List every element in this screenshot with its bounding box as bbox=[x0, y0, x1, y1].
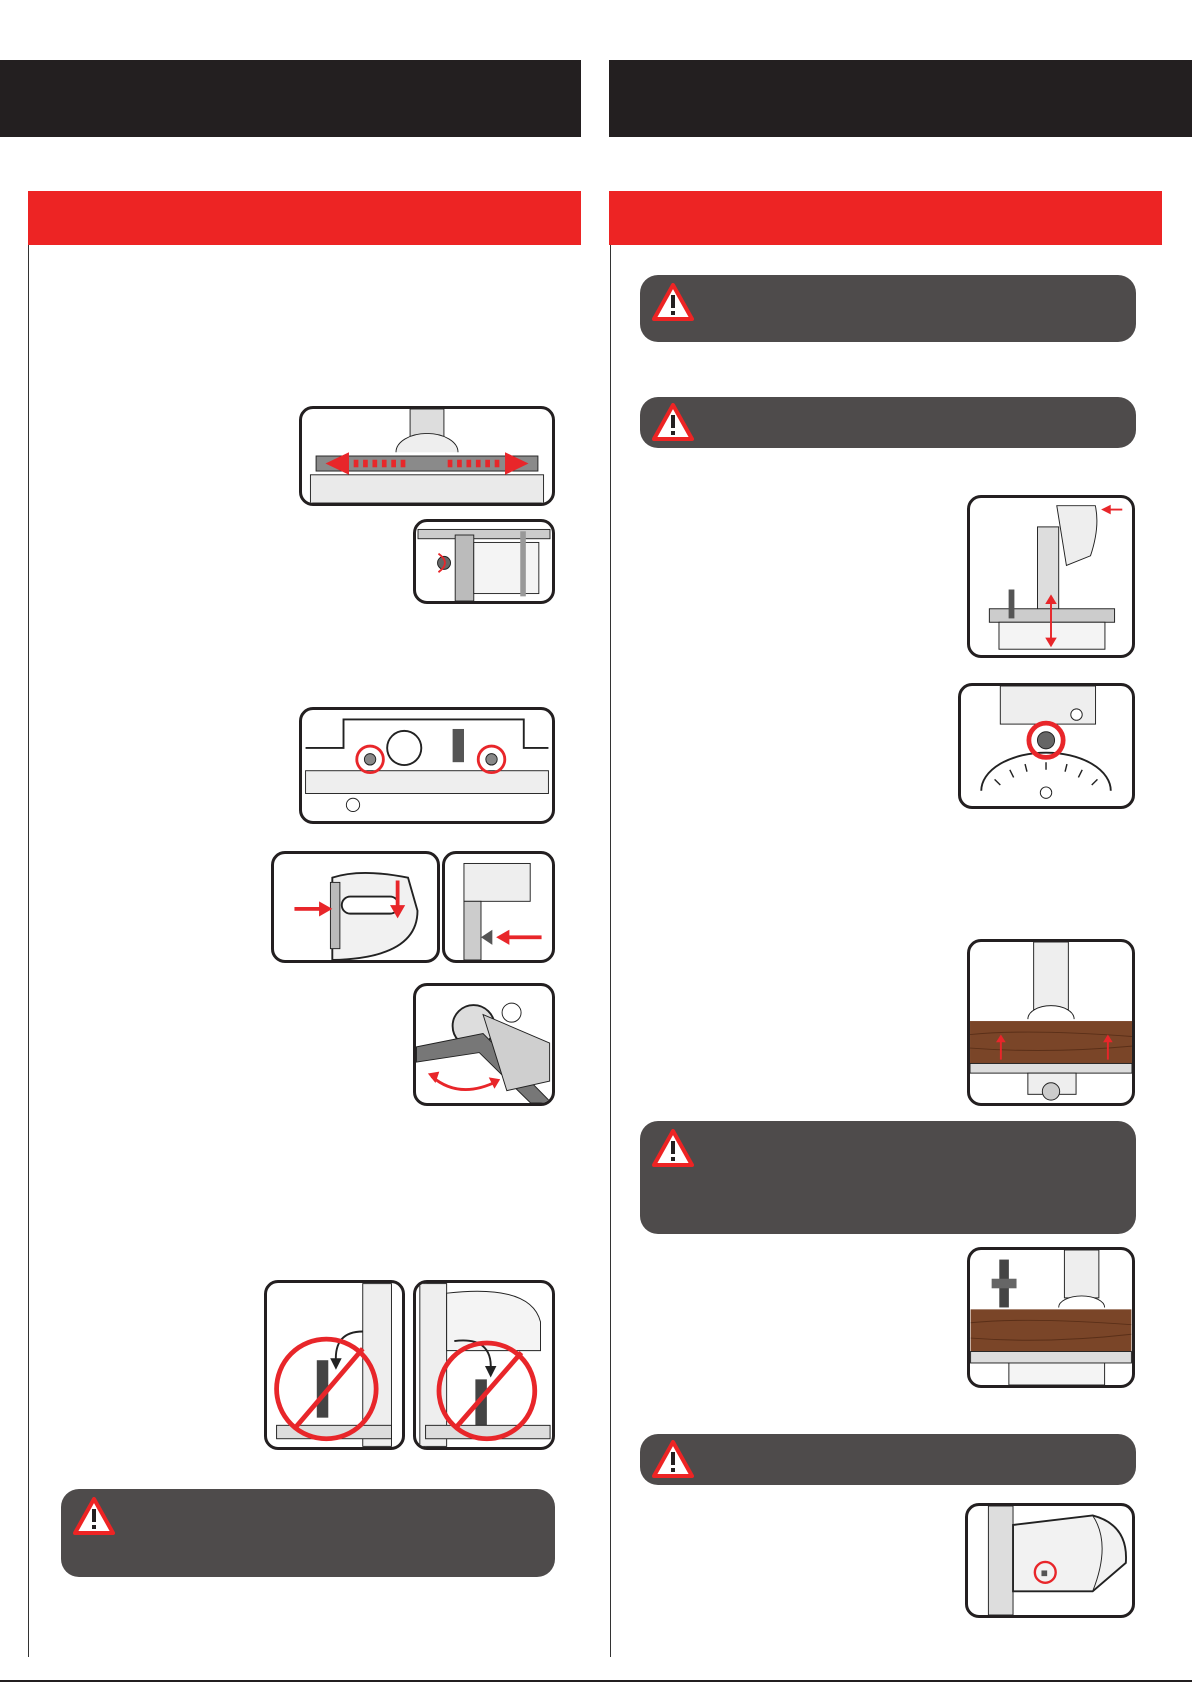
figure-fence-slide bbox=[299, 406, 555, 506]
warning-triangle-icon bbox=[652, 1129, 694, 1167]
figure-prohibited-right bbox=[413, 1280, 555, 1450]
figure-workpiece-on-table bbox=[967, 939, 1135, 1106]
figure-lock-knob bbox=[413, 519, 555, 604]
figure-saw-front-view bbox=[967, 495, 1135, 658]
figure-prohibited-left bbox=[264, 1280, 405, 1450]
left-column-rule bbox=[28, 245, 29, 1657]
figure-mounting-bolts bbox=[299, 707, 555, 824]
warning-box-right-2 bbox=[640, 397, 1136, 448]
left-section-header bbox=[0, 60, 581, 137]
figure-blade-guard bbox=[413, 983, 555, 1106]
figure-bevel-knob bbox=[958, 683, 1135, 809]
warning-box-right-3 bbox=[640, 1121, 1136, 1234]
right-section-header bbox=[609, 60, 1192, 137]
page-bottom-rule bbox=[0, 1680, 1192, 1682]
warning-triangle-icon bbox=[73, 1497, 115, 1535]
warning-triangle-icon bbox=[652, 403, 694, 441]
figure-handle-press bbox=[271, 851, 440, 963]
warning-box-right-4 bbox=[640, 1434, 1136, 1485]
left-subsection-header bbox=[28, 191, 581, 245]
warning-triangle-icon bbox=[652, 1440, 694, 1478]
warning-triangle-icon bbox=[652, 283, 694, 321]
warning-box-right-1 bbox=[640, 275, 1136, 342]
right-column-rule bbox=[610, 245, 611, 1657]
figure-clamp-on-workpiece bbox=[967, 1247, 1135, 1388]
figure-motor-detail bbox=[965, 1503, 1135, 1618]
right-subsection-header bbox=[609, 191, 1162, 245]
warning-box-left-bottom bbox=[61, 1489, 555, 1577]
figure-side-lever bbox=[442, 851, 555, 963]
